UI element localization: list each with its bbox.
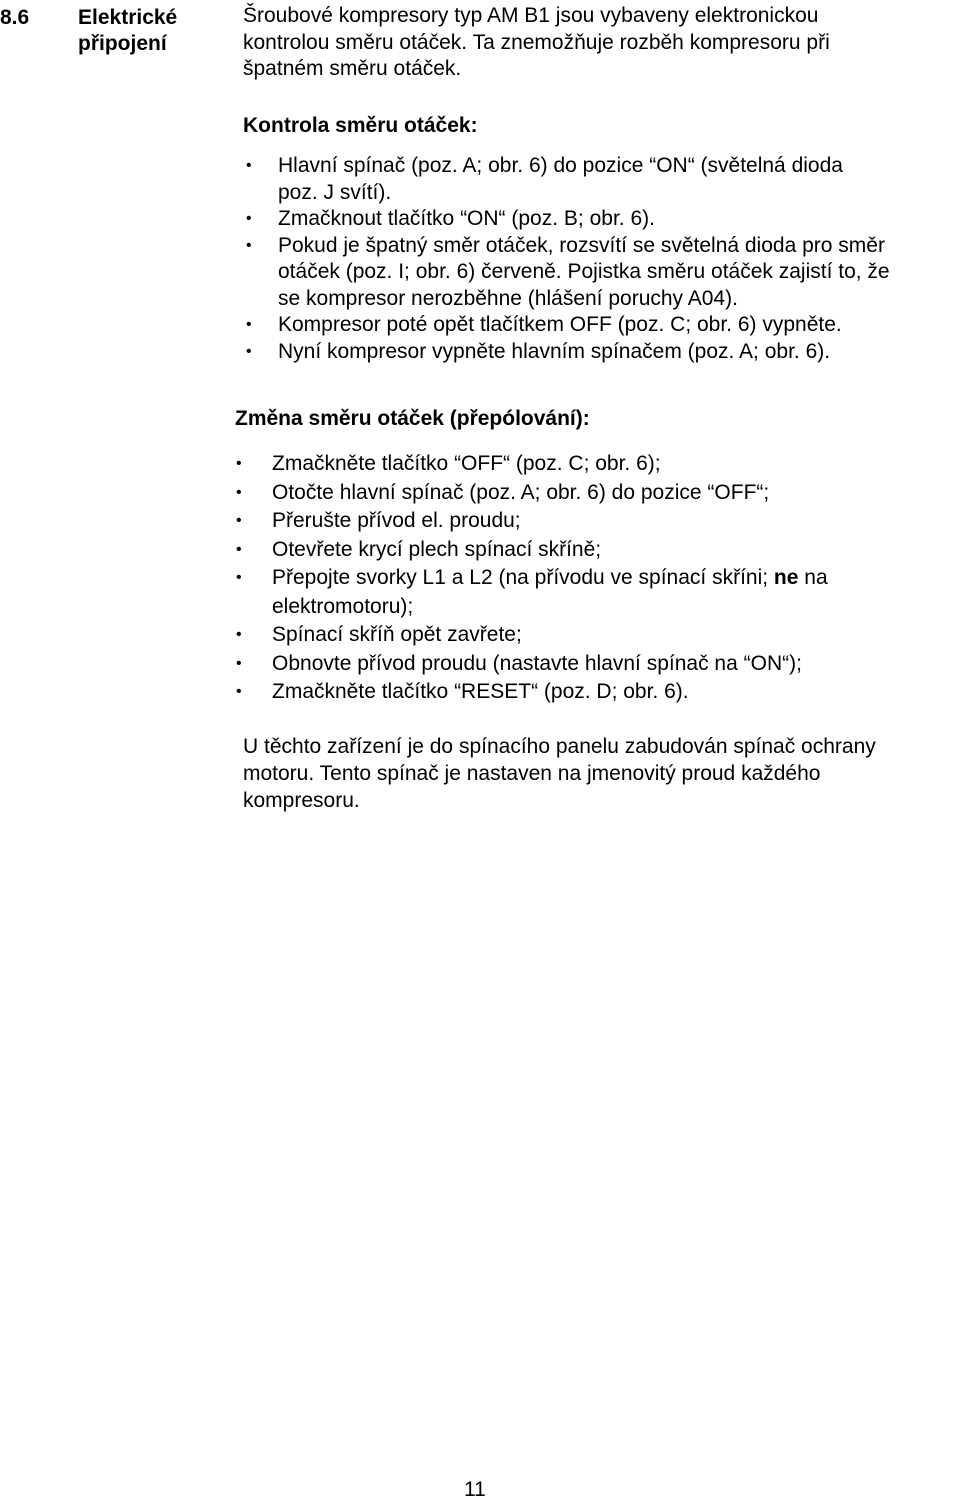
bullet-icon: • (236, 654, 242, 672)
text-line: Zmačkněte tlačítko “RESET“ (poz. D; obr. 6). (272, 680, 689, 703)
section-number: 8.6 (0, 6, 30, 29)
list-item (232, 536, 960, 565)
text-line: Nyní kompresor vypněte hlavním spínačem (poz. A; obr. 6). (278, 339, 831, 363)
text-line: Kompresor poté opět tlačítkem OFF (poz. C; obr. 6) vypněte. (278, 313, 842, 336)
emphasis-text: ne (773, 566, 799, 589)
text-run: Přepojte svorky L1 a L2 (na přívodu ve spínací skříni; (272, 566, 774, 589)
text-line: Spínací skříň opět zavřete; (272, 623, 522, 646)
rotation-check-list (240, 153, 960, 365)
text-line: otáček (poz. I; obr. 6) červeně. Pojistka směru otáček zajistí to, že (278, 260, 890, 283)
bullet-icon: • (236, 683, 242, 700)
list-item (232, 450, 960, 479)
bullet-icon: • (246, 342, 252, 360)
text-line: Šroubové kompresory typ AM B1 jsou vybaveny elektronickou (243, 4, 819, 27)
text-line: Přerušte přívod el. proudu; (272, 509, 521, 532)
section-title (78, 5, 177, 57)
list-item (232, 479, 960, 508)
list-item (240, 233, 960, 313)
text-line: se kompresor nerozběhne (hlášení poruchy A04). (278, 286, 738, 310)
bullet-icon: • (236, 569, 242, 586)
text-line: špatném směru otáček. (243, 57, 462, 80)
bullet-icon: • (246, 210, 252, 227)
text-line: elektromotoru); (272, 594, 414, 618)
bullet-icon: • (246, 157, 252, 174)
section-title-line: připojení (78, 32, 167, 55)
intro-paragraph (243, 3, 943, 83)
list-item (240, 312, 960, 339)
rotation-change-list (232, 450, 960, 707)
bullet-icon: • (236, 626, 242, 643)
text-line: Pokud je špatný směr otáček, rozsvítí se světelná dioda pro směr (278, 233, 885, 257)
text-line: kompresoru. (243, 789, 360, 812)
text-line: motoru. Tento spínač je nastaven na jmenovitý proud každého (243, 762, 821, 785)
text-line: Otevřete krycí plech spínací skříně; (272, 537, 602, 561)
text-line: U těchto zařízení je do spínacího panelu zabudován spínač ochrany (243, 735, 876, 758)
bullet-icon: • (236, 455, 242, 472)
text-line: Hlavní spínač (poz. A; obr. 6) do pozice “ON“ (světelná dioda (278, 154, 843, 177)
list-item (232, 507, 960, 536)
text-line (272, 564, 960, 593)
list-item (240, 339, 960, 366)
list-item (232, 678, 960, 707)
text-line: poz. J svítí). (278, 180, 392, 204)
text-line: Otočte hlavní spínač (poz. A; obr. 6) do pozice “OFF“; (272, 480, 770, 504)
bullet-icon: • (236, 512, 242, 529)
list-item (232, 621, 960, 650)
section-title-line: Elektrické (78, 6, 178, 29)
bullet-icon: • (246, 236, 252, 254)
bullet-icon: • (236, 483, 242, 501)
rotation-change-heading: Změna směru otáček (přepólování): (235, 407, 590, 430)
text-line: Obnovte přívod proudu (nastavte hlavní spínač na “ON“); (272, 651, 802, 675)
text-run: na (798, 566, 828, 589)
text-line: Zmačkněte tlačítko “OFF“ (poz. C; obr. 6); (272, 452, 661, 475)
page-number: 11 (464, 1478, 486, 1501)
text-line: Zmačknout tlačítko “ON“ (poz. B; obr. 6). (278, 207, 655, 230)
text-line: kontrolou směru otáček. Ta znemožňuje rozběh kompresoru při (243, 30, 830, 54)
bullet-icon: • (236, 540, 242, 558)
rotation-check-heading: Kontrola směru otáček: (243, 114, 478, 137)
bullet-icon: • (246, 316, 252, 333)
list-item (240, 206, 960, 233)
list-item (232, 650, 960, 679)
outro-paragraph (243, 733, 959, 814)
list-item (232, 564, 960, 621)
list-item (240, 153, 960, 206)
